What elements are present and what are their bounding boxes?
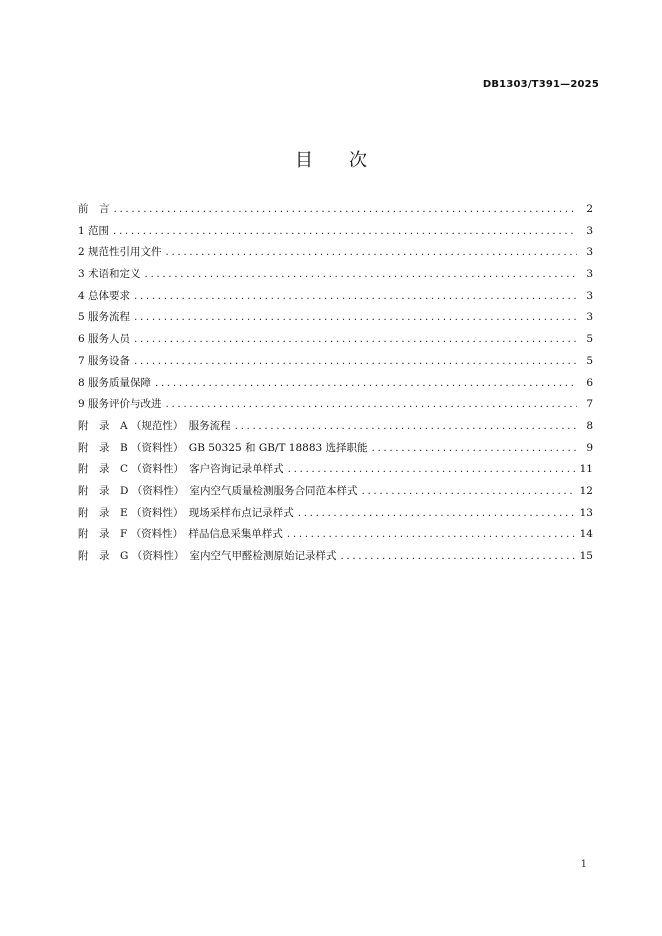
document-code: DB1303/T391—2025 <box>482 79 599 90</box>
toc-entry-page: 11 <box>579 463 593 476</box>
toc-entry-5[interactable] <box>78 307 593 329</box>
toc-entry-label: 9 服务评价与改进 <box>78 398 162 411</box>
page-title: 目次 <box>295 150 403 171</box>
toc-entry-appendix-d[interactable] <box>78 481 593 503</box>
toc-leader-dots <box>155 373 577 395</box>
toc-entry-appendix-a[interactable] <box>78 416 593 438</box>
toc-leader-dots <box>166 242 577 264</box>
toc-entry-appendix-f[interactable] <box>78 524 593 546</box>
toc-entry-page: 15 <box>579 550 593 562</box>
toc-leader-dots <box>134 329 577 351</box>
toc-leader-dots <box>134 351 577 373</box>
toc-entry-page: 8 <box>586 419 593 432</box>
toc-entry-page: 9 <box>586 441 593 454</box>
toc-entry-label: 6 服务人员 <box>78 333 131 346</box>
toc-entry-label: 3 术语和定义 <box>78 268 141 281</box>
toc-entry-page: 2 <box>586 203 593 215</box>
toc-entry-page: 3 <box>586 289 593 302</box>
toc-entry-2[interactable] <box>78 242 593 264</box>
toc-leader-dots <box>287 524 576 546</box>
toc-leader-dots <box>134 286 577 308</box>
toc-leader-dots <box>134 307 577 329</box>
toc-entry-foreword[interactable] <box>78 199 593 221</box>
toc-leader-dots <box>340 546 575 568</box>
toc-entry-label: 附 录 D （资料性） 室内空气质量检测服务合同范本样式 <box>78 484 358 497</box>
toc-entry-page: 3 <box>586 311 593 324</box>
toc-entry-1[interactable] <box>78 221 593 243</box>
toc-leader-dots <box>114 199 578 221</box>
toc-entry-label: 8 服务质量保障 <box>78 376 152 389</box>
toc-entry-appendix-c[interactable] <box>78 459 593 481</box>
toc-entry-page: 3 <box>586 224 593 237</box>
toc-entry-label: 附 录 A （规范性） 服务流程 <box>78 419 231 432</box>
toc-leader-dots <box>362 481 576 503</box>
toc-entry-label: 4 总体要求 <box>78 289 131 302</box>
toc-leader-dots <box>288 459 576 481</box>
toc-entry-label: 5 服务流程 <box>78 311 131 324</box>
page-number: 1 <box>580 859 587 870</box>
toc-leader-dots <box>166 394 577 416</box>
toc-entry-page: 6 <box>586 376 593 389</box>
toc-entry-6[interactable] <box>78 329 593 351</box>
toc-entry-page: 3 <box>586 246 593 259</box>
toc-entry-label: 附 录 B （资料性） GB 50325 和 GB/T 18883 选择职能 <box>78 441 368 454</box>
table-of-contents <box>78 199 593 568</box>
toc-entry-8[interactable] <box>78 373 593 395</box>
toc-entry-7[interactable] <box>78 351 593 373</box>
toc-entry-page: 7 <box>586 398 593 411</box>
toc-leader-dots <box>372 438 577 460</box>
toc-entry-label: 附 录 E （资料性） 现场采样布点记录样式 <box>78 506 294 519</box>
toc-entry-label: 7 服务设备 <box>78 354 131 367</box>
toc-entry-label: 附 录 G （资料性） 室内空气甲醛检测原始记录样式 <box>78 550 337 562</box>
toc-leader-dots <box>235 416 577 438</box>
toc-entry-label: 2 规范性引用文件 <box>78 246 162 259</box>
toc-entry-page: 5 <box>586 354 593 367</box>
toc-entry-label: 附 录 C （资料性） 客户咨询记录单样式 <box>78 463 284 476</box>
toc-entry-appendix-b[interactable] <box>78 438 593 460</box>
toc-leader-dots <box>113 221 577 243</box>
toc-entry-page: 12 <box>579 484 593 497</box>
toc-entry-page: 5 <box>586 333 593 346</box>
toc-entry-label: 附 录 F （资料性） 样品信息采集单样式 <box>78 528 283 541</box>
toc-entry-3[interactable] <box>78 264 593 286</box>
toc-entry-page: 13 <box>579 506 593 519</box>
toc-entry-4[interactable] <box>78 286 593 308</box>
toc-entry-label: 前 言 <box>78 203 110 215</box>
toc-entry-page: 3 <box>586 268 593 281</box>
toc-entry-label: 1 范围 <box>78 224 110 237</box>
toc-leader-dots <box>145 264 577 286</box>
toc-entry-appendix-g[interactable] <box>78 546 593 568</box>
toc-entry-page: 14 <box>579 528 593 541</box>
toc-entry-9[interactable] <box>78 394 593 416</box>
toc-entry-appendix-e[interactable] <box>78 503 593 525</box>
toc-leader-dots <box>298 503 576 525</box>
